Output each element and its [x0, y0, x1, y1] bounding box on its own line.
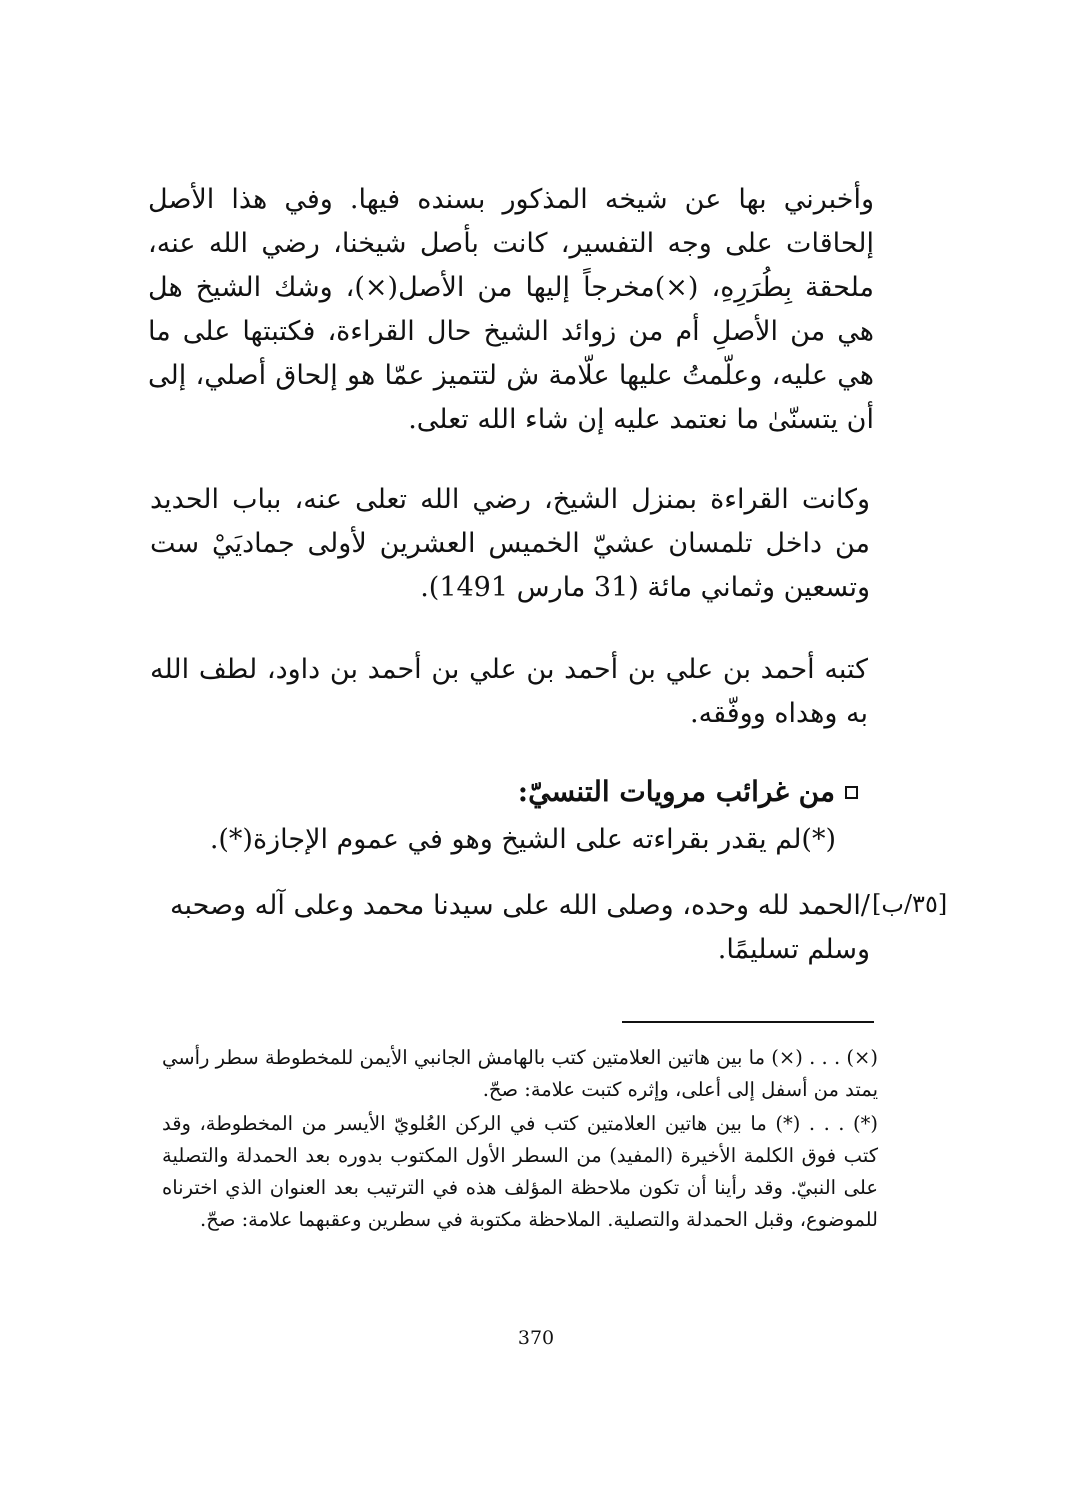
body-paragraph-2: وكانت القراءة بمنزل الشيخ، رضي الله تعلى عنه، بباب الحديد من داخل تلمسان عشيّ الخميس العشرين لأولى جماديَيْ ست وتسعين وثماني مائة (31 مارس 1491).: [150, 484, 870, 603]
page-number: 370: [517, 1327, 555, 1349]
footnote-1: (×) . . . (×) ما بين هاتين العلامتين كتب بالهامش الجانبي الأيمن للمخطوطة سطر رأسي يمتد من أسفل إلى أعلى، وإثره كتبت علامة: صحّ.: [162, 1046, 878, 1101]
square-bullet-icon: [845, 786, 858, 799]
footnote-separator: [622, 1021, 874, 1023]
footnote-2: (*) . . . (*) ما بين هاتين العلامتين كتب في الركن العُلويّ الأيسر من المخطوطة، وقد كتب فوق الكلمة الأخيرة (المفيد) من السطر الأول المكتوب بدوره بعد الحمدلة والتصلية على النبيّ. وقد رأينا أن تكون ملاحظة المؤلف هذه في الترتيب بعد العنوان الذي اخترناه للموضوع، وقبل الحمدلة والتصلية. الملاحظة مكتوبة في سطرين وعقبهما علامة: صحّ.: [162, 1112, 878, 1231]
folio-marker: [٣٥/ب]: [872, 890, 948, 918]
body-paragraph-1: وأخبرني بها عن شيخه المذكور بسنده فيها. وفي هذا الأصل إلحاقات على وجه التفسير، كانت بأصل شيخنا، رضي الله عنه، ملحقة بِطُرَرِهِ، (×)مخرجاً إليها من الأصل(×)، وشك الشيخ هل هي من الأصلِ أم من زوائد الشيخ حال القراءة، فكتبتها على ما هي عليه، وعلّمتُ عليها علّامة ش لتتميز عمّا هو إلحاق أصلي، إلى أن يتسنّىٰ ما نعتمد عليه إن شاء الله تعلى.: [148, 184, 874, 435]
section-heading-text: من غرائب مرويات التنسيّ:: [517, 775, 835, 808]
section-heading: [518, 770, 858, 814]
author-note-line: (*)لم يقدر بقراءته على الشيخ وهو في عموم الإجازة(*).: [209, 824, 836, 855]
body-paragraph-3: كتبه أحمد بن علي بن أحمد بن علي بن أحمد بن داود، لطف الله به وهداه ووفّقه.: [150, 654, 868, 729]
body-paragraph-4: /الحمد لله وحده، وصلى الله على سيدنا محمد وعلى آله وصحبه وسلم تسليمًا.: [170, 890, 870, 965]
